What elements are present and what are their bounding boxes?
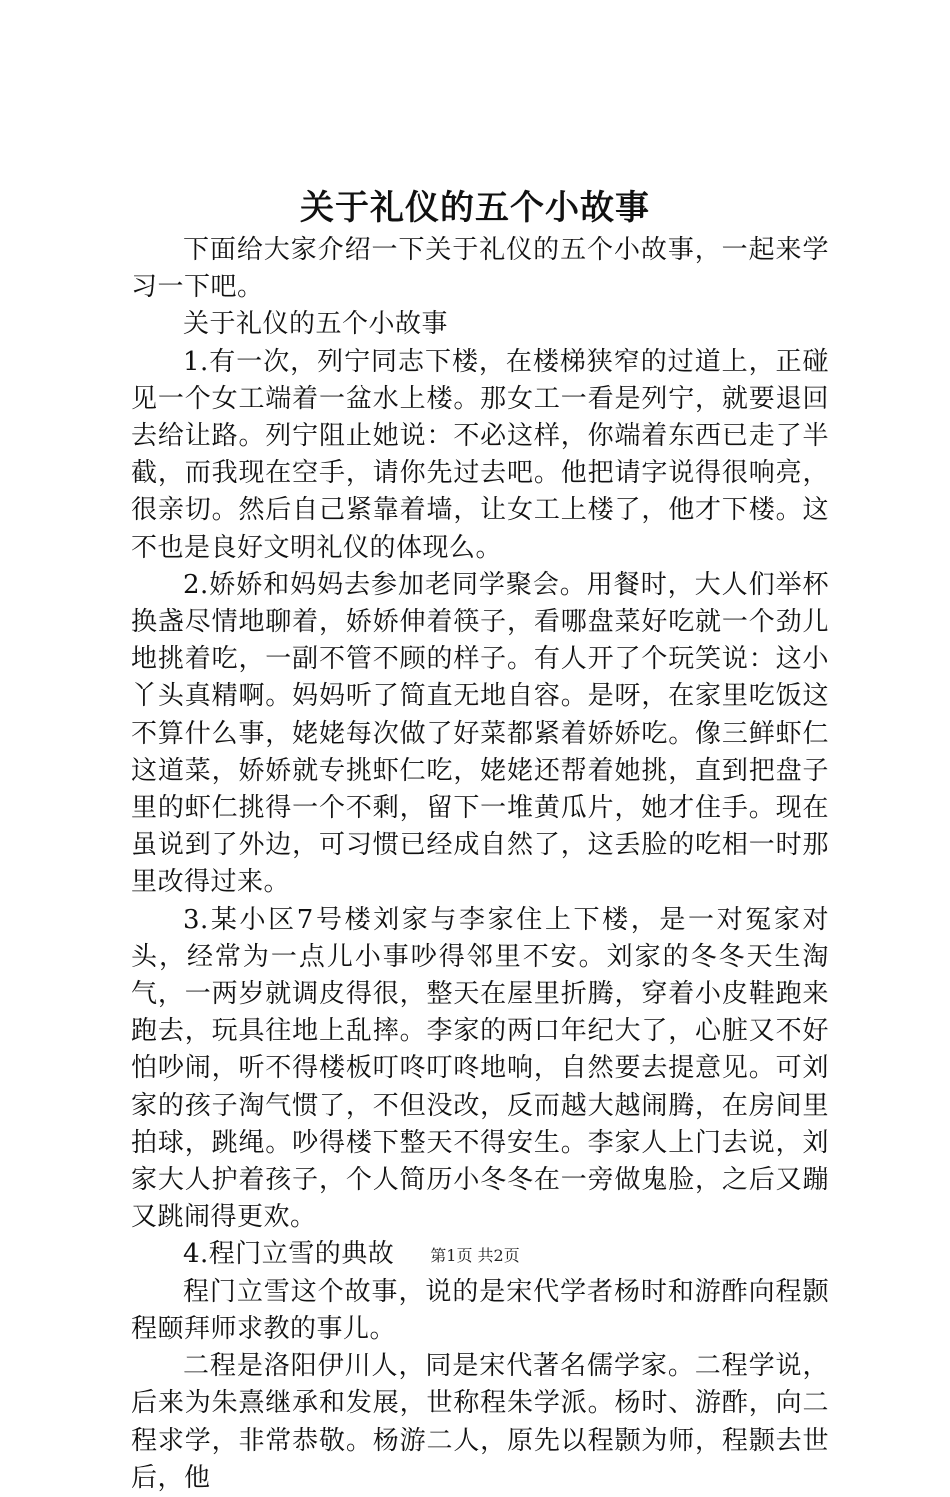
story-paragraph-3: 3.某小区7号楼刘家与李家住上下楼，是一对冤家对头，经常为一点儿小事吵得邻里不安。刘家的冬冬天生淘气，一两岁就调皮得很，整天在屋里折腾，穿着小皮鞋跑来跑去，玩具往地上乱摔。李家的两口年纪大了，心脏又不好怕吵闹，听不得楼板叮咚叮咚地响，自然要去提意见。可刘家的孩子淘气惯了，不但没改，反而越大越闹腾，在房间里拍球，跳绳。吵得楼下整天不得安生。李家人上门去说，刘家大人护着孩子，个人简历小冬冬在一旁做鬼脸，之后又蹦又跳闹得更欢。 bbox=[131, 904, 829, 1233]
story-paragraph-2: 2.娇娇和妈妈去参加老同学聚会。用餐时，大人们举杯换盏尽情地聊着，娇娇伸着筷子，看哪盘菜好吃就一个劲儿地挑着吃，一副不管不顾的样子。有人开了个玩笑说：这小丫头真精啊。妈妈听了简直无地自容。是呀，在家里吃饭这不算什么事，姥姥每次做了好菜都紧着娇娇吃。像三鲜虾仁这道菜，娇娇就专挑虾仁吃，姥姥还帮着她挑，直到把盘子里的虾仁挑得一个不剩，留下一堆黄瓜片，她才住手。现在虽说到了外边，可习惯已经成自然了，这丢脸的吃相一时那里改得过来。 bbox=[131, 569, 829, 898]
story-paragraph-1: 1.有一次，列宁同志下楼，在楼梯狭窄的过道上，正碰见一个女工端着一盆水上楼。那女工一看是列宁，就要退回去给让路。列宁阻止她说：不必这样，你端着东西已走了半截，而我现在空手，请你先过去吧。他把请字说得很响亮，很亲切。然后自己紧靠着墙，让女工上楼了，他才下楼。这不也是良好文明礼仪的体现么。 bbox=[131, 346, 829, 563]
section-heading: 关于礼仪的五个小故事 bbox=[183, 309, 449, 340]
story-heading-4: 4.程门立雪的典故 bbox=[183, 1239, 395, 1270]
intro-paragraph: 下面给大家介绍一下关于礼仪的五个小故事，一起来学习一下吧。 bbox=[131, 235, 829, 303]
document-title: 关于礼仪的五个小故事 bbox=[300, 188, 650, 228]
story-paragraph-4a: 程门立雪这个故事，说的是宋代学者杨时和游酢向程颢程颐拜师求教的事儿。 bbox=[131, 1276, 829, 1344]
document-body bbox=[131, 232, 829, 1497]
page-number-footer: 第1页 共2页 bbox=[430, 1246, 520, 1265]
story-paragraph-4b: 二程是洛阳伊川人，同是宋代著名儒学家。二程学说，后来为朱熹继承和发展，世称程朱学派。杨时、游酢，向二程求学，非常恭敬。杨游二人，原先以程颢为师，程颢去世后，他 bbox=[131, 1351, 829, 1493]
